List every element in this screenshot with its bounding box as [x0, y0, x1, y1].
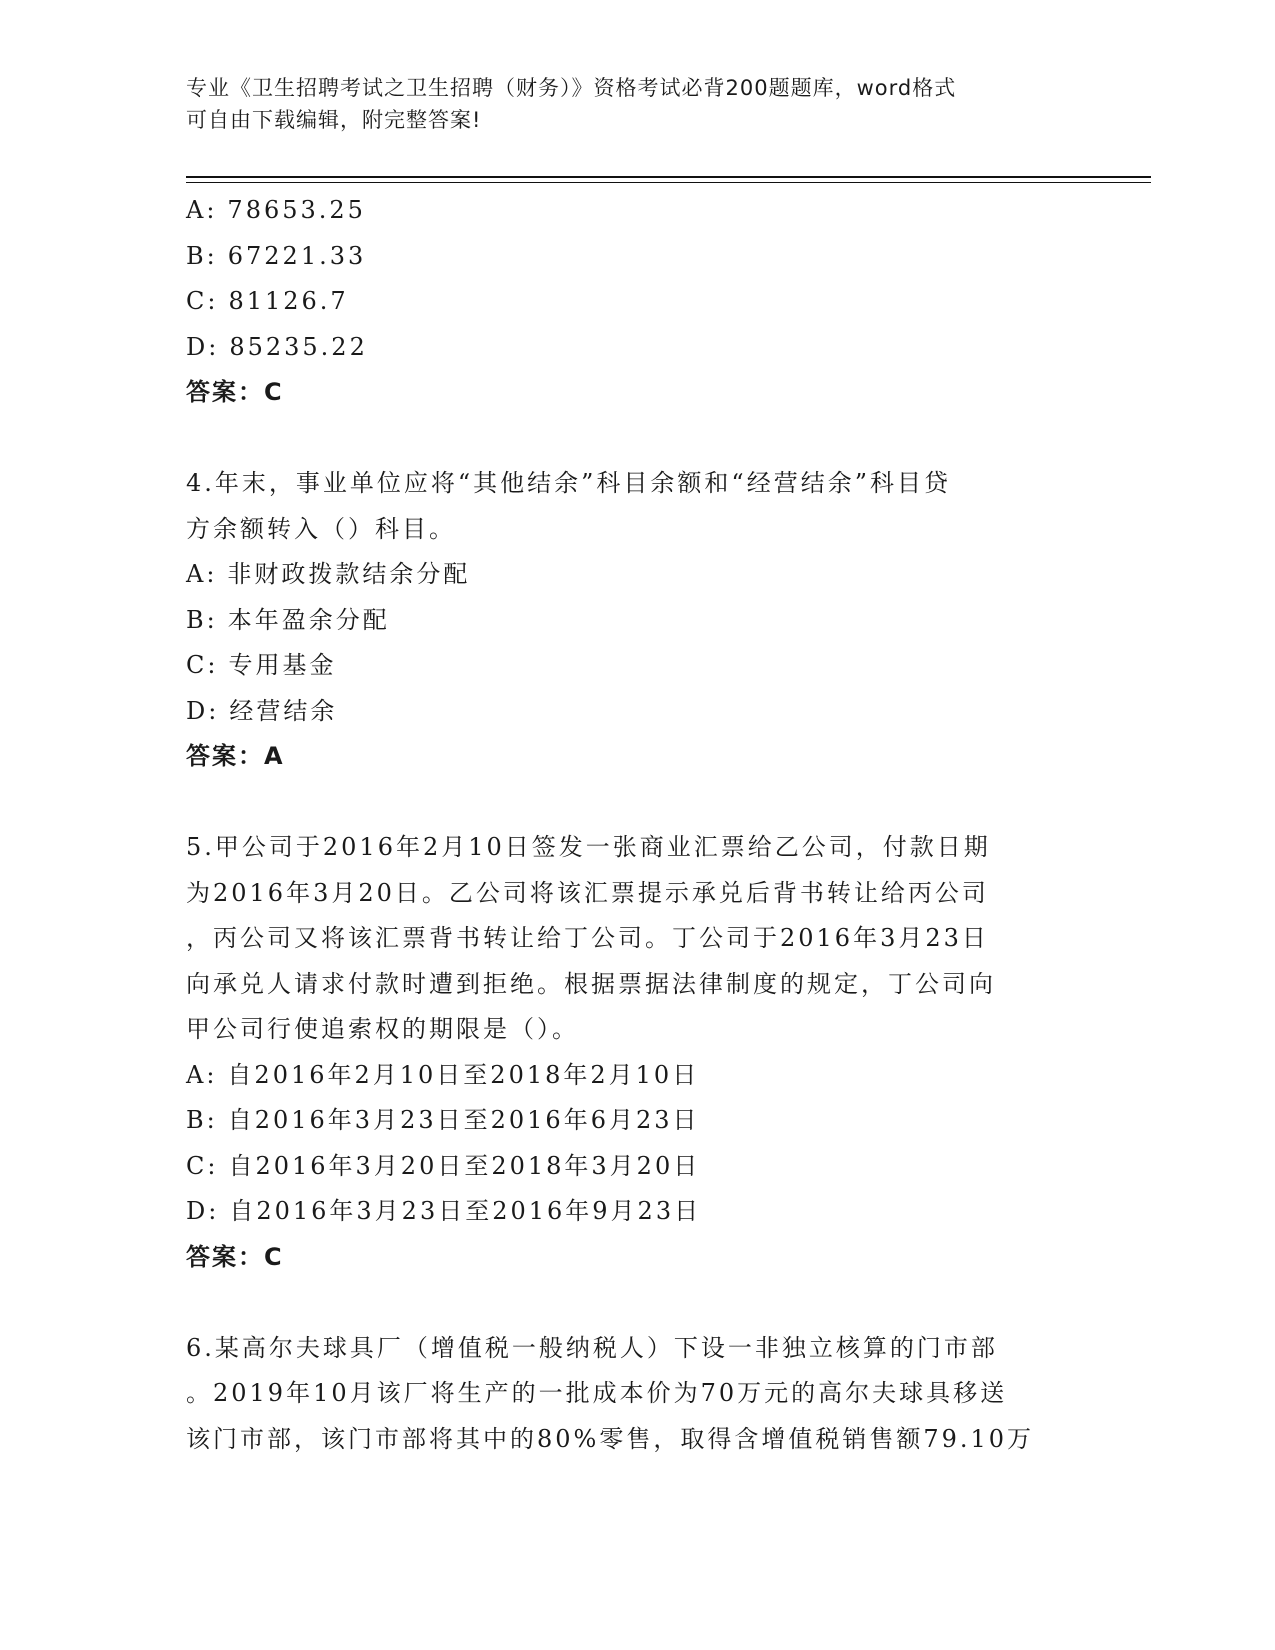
header-rule-thin — [186, 182, 1151, 183]
question-4-text-line: 方余额转入（）科目。 — [186, 514, 456, 543]
question-4 — [186, 461, 1086, 780]
option-b: B: 本年盈余分配 — [186, 605, 390, 634]
option-a: A: 自2016年2月10日至2018年2月10日 — [186, 1060, 700, 1089]
option-a: A: 非财政拨款结余分配 — [186, 560, 471, 588]
header-line-1: 专业《卫生招聘考试之卫生招聘（财务）》资格考试必背200题题库，word格式 — [186, 76, 957, 100]
question-6-text-line: 。2019年10月该厂将生产的一批成本价为70万元的高尔夫球具移送 — [186, 1379, 1008, 1407]
question-5 — [186, 825, 1086, 1280]
question-3-options — [186, 188, 1086, 416]
question-5-text-line: ，丙公司又将该汇票背书转让给丁公司。丁公司于2016年3月23日 — [186, 924, 989, 952]
document-header — [186, 72, 1066, 136]
option-d: D: 经营结余 — [186, 696, 338, 725]
spacer — [186, 416, 1086, 462]
option-d: D: 自2016年3月23日至2016年9月23日 — [186, 1197, 702, 1225]
question-6-text-line: 该门市部，该门市部将其中的80%零售，取得含增值税销售额79.10万 — [186, 1424, 1035, 1453]
option-c: C: 专用基金 — [186, 651, 337, 679]
option-a: A: 78653.25 — [186, 196, 366, 224]
option-c: C: 81126.7 — [186, 287, 349, 315]
question-4-text-line: 4.年末，事业单位应将“其他结余”科目余额和“经营结余”科目贷 — [186, 469, 951, 497]
option-b: B: 自2016年3月23日至2016年6月23日 — [186, 1106, 700, 1134]
question-3-answer: 答案：C — [186, 378, 284, 406]
document-body — [186, 188, 1086, 1462]
option-d: D: 85235.22 — [186, 332, 368, 361]
question-6 — [186, 1326, 1086, 1463]
spacer — [186, 780, 1086, 826]
header-line-2: 可自由下载编辑，附完整答案! — [186, 108, 482, 132]
question-5-answer: 答案：C — [186, 1242, 284, 1271]
spacer — [186, 1280, 1086, 1326]
question-4-answer: 答案：A — [186, 742, 285, 770]
header-rule-thick — [186, 176, 1151, 178]
question-6-text-line: 6.某高尔夫球具厂（增值税一般纳税人）下设一非独立核算的门市部 — [186, 1333, 998, 1362]
option-c: C: 自2016年3月20日至2018年3月20日 — [186, 1151, 701, 1180]
question-5-text-line: 向承兑人请求付款时遭到拒绝。根据票据法律制度的规定，丁公司向 — [186, 969, 996, 998]
option-b: B: 67221.33 — [186, 241, 367, 270]
question-5-text-line: 5.甲公司于2016年2月10日签发一张商业汇票给乙公司，付款日期 — [186, 833, 991, 861]
question-5-text-line: 为2016年3月20日。乙公司将该汇票提示承兑后背书转让给丙公司 — [186, 878, 989, 907]
question-5-text-line: 甲公司行使追索权的期限是（）。 — [186, 1015, 579, 1043]
